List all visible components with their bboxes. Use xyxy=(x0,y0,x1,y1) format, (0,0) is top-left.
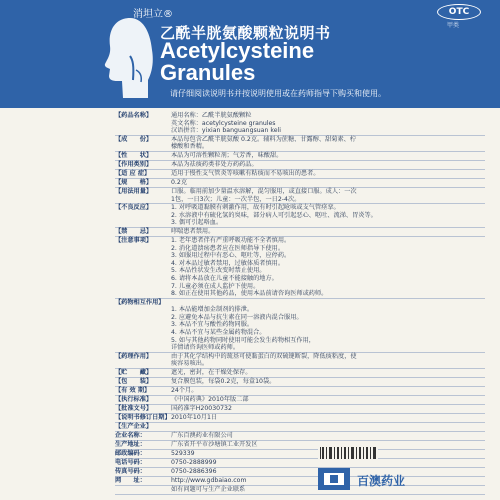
english-title xyxy=(160,40,314,84)
insert-row-line: 痰容易咳出。 xyxy=(171,360,209,368)
insert-row-value xyxy=(171,152,485,160)
insert-row-label: 企业名称： xyxy=(115,432,146,440)
insert-row-line: 遮光，密封，在干燥处保存。 xyxy=(171,369,252,377)
insert-row-value xyxy=(171,353,485,368)
insert-row-line: 复合膜包装，每袋0.2克，每盒10袋。 xyxy=(171,378,276,386)
insert-row-label: 【药品名称】 xyxy=(115,112,153,119)
insert-row xyxy=(115,378,485,387)
insert-row-value xyxy=(171,432,485,440)
insert-row-line: 2. 水溶液中有硫化氢的臭味，部分病人可引起恶心、呕吐、流涕、胃炎等。 xyxy=(171,211,377,219)
header-band xyxy=(0,0,500,108)
insert-row-line: 24个月。 xyxy=(171,387,198,395)
insert-row-line: 通用名称：乙酰半胱氨酸颗粒 xyxy=(171,112,252,119)
insert-row-value xyxy=(171,387,485,395)
insert-row xyxy=(115,450,485,459)
insert-row-line: 3. 如服用过程中有恶心、呕吐等，应停药。 xyxy=(171,252,291,260)
insert-row-label: 【批准文号】 xyxy=(115,405,153,413)
insert-row-value xyxy=(171,369,485,377)
insert-row xyxy=(115,441,485,450)
insert-row-value xyxy=(171,170,485,178)
insert-row-value xyxy=(171,396,485,404)
english-title-line2: Granules xyxy=(160,60,256,85)
insert-row xyxy=(115,228,485,237)
insert-row-label: 【有 效 期】 xyxy=(115,387,151,395)
insert-row-line: 汉语拼音：yixian banguangsuan keli xyxy=(171,127,281,135)
brand-name: 消坦立® xyxy=(133,9,173,20)
insert-row-value xyxy=(171,188,485,203)
insert-row xyxy=(115,136,485,152)
insert-row-line: 本品每包含乙酰半胱氨酸 0.2克。辅料为蔗糖、甘露醇、甜菊素、柠 xyxy=(171,135,357,143)
insert-row-value xyxy=(171,136,485,151)
insert-row xyxy=(115,170,485,179)
insert-row-label: 生产地址： xyxy=(115,441,146,449)
insert-row-label: 【禁 忌】 xyxy=(115,227,153,235)
insert-row-value xyxy=(171,228,485,236)
insert-row xyxy=(115,396,485,405)
insert-row-line: 3. 偶可引起咯血。 xyxy=(171,219,223,227)
insert-row xyxy=(115,459,485,468)
insert-row-line: 5. 本品性状发生改变时禁止使用。 xyxy=(171,267,266,275)
chinese-title: 乙酰半胱氨酸颗粒说明书 xyxy=(160,24,331,42)
insert-row-value xyxy=(171,204,485,227)
insert-row-line: 本品为可溶性颗粒剂；气芳香，味酸甜。 xyxy=(171,151,283,159)
insert-row xyxy=(115,423,485,432)
usage-warning: 请仔细阅读说明书并按说明使用或在药师指导下购买和使用。 xyxy=(170,89,386,98)
barcode-image xyxy=(318,446,378,460)
insert-row-label: 【不良反应】 xyxy=(115,204,153,212)
insert-row-label: 【注意事项】 xyxy=(115,236,153,244)
insert-row xyxy=(115,188,485,204)
insert-row-line: 广东百澳药业有限公司 xyxy=(171,432,233,440)
insert-row xyxy=(115,353,485,369)
insert-row-value xyxy=(171,237,485,298)
head-profile-icon xyxy=(100,10,155,105)
insert-row-line: 2. 消化道溃疡患者应在医师指导下使用。 xyxy=(171,244,285,252)
insert-row-line: 4. 对本品过敏者禁用，过敏体质者慎用。 xyxy=(171,259,285,267)
insert-row-label: 【执行标准】 xyxy=(115,396,153,404)
insert-row-line: http://www.gdbaiao.com xyxy=(171,477,247,485)
insert-row-line: 3. 本品不宜与酸性药物同服。 xyxy=(171,321,254,329)
insert-row-label: 【贮 藏】 xyxy=(115,369,153,377)
insert-row-line: 529339 xyxy=(171,450,195,458)
insert-row-line: 详情请咨询医师或药师。 xyxy=(171,344,240,352)
insert-row xyxy=(115,405,485,414)
insert-row xyxy=(115,299,485,353)
insert-row-value xyxy=(171,423,485,431)
company-logo-text: 百澳药业 xyxy=(357,474,406,488)
insert-row xyxy=(115,432,485,441)
insert-row-line: 0750-2888999 xyxy=(171,459,217,467)
insert-row-label: 【适 应 症】 xyxy=(115,169,151,177)
insert-body xyxy=(115,112,485,495)
insert-row-label: 【药物相互作用】 xyxy=(115,298,165,306)
insert-row-value xyxy=(171,405,485,413)
insert-row-line: 4. 本品不宜与某些金属药物混合。 xyxy=(171,329,266,337)
insert-row-label: 邮政编码： xyxy=(115,450,146,458)
insert-row-line: 如有问题可与生产企业联系 xyxy=(171,486,246,494)
insert-row-line: 1. 对呼吸道黏膜有刺激作用，故有时引起呛咳或支气管痉挛。 xyxy=(171,204,340,212)
insert-row-line: 国药准字H20030732 xyxy=(171,405,232,413)
insert-row-label: 【规 格】 xyxy=(115,178,153,186)
insert-row-label: 【药理作用】 xyxy=(115,352,153,360)
insert-row-label: 【包 装】 xyxy=(115,378,153,386)
insert-row-line: 英文名称：acetylcysteine granules xyxy=(171,119,276,127)
insert-row-line: 1. 本品能增加金制剂的排泄。 xyxy=(171,306,254,314)
insert-row-label: 【生产企业】 xyxy=(115,423,153,431)
insert-row-value xyxy=(171,112,485,135)
insert-row xyxy=(115,468,485,477)
insert-row-line: 2010年10月1日 xyxy=(171,414,218,422)
insert-row-label: 【说明书修订日期】 xyxy=(115,414,171,422)
insert-row-line: 口服。临用前加少量温水溶解，混匀服用，或直接口服。成人：一次 xyxy=(171,187,357,195)
insert-row-line: 1包，一日3次；儿童：一次半包，一日2-4次。 xyxy=(171,195,301,203)
insert-row-label: 电话号码： xyxy=(115,459,146,467)
insert-row-value xyxy=(171,299,485,352)
insert-row-line: 2. 应避免本品与抗生素在同一溶液内混合服用。 xyxy=(171,313,303,321)
insert-row-value xyxy=(171,179,485,187)
insert-row-line: 《中国药典》2010年版二部 xyxy=(171,396,249,404)
insert-row-line: 适用于慢性支气管炎等咳嗽有粘痰而不易咳出的患者。 xyxy=(171,169,320,177)
insert-row-line xyxy=(171,423,485,431)
insert-row xyxy=(115,486,485,495)
insert-row xyxy=(115,152,485,161)
insert-row-line: 哮喘患者禁用。 xyxy=(171,227,215,235)
insert-row xyxy=(115,477,485,486)
insert-row-line: 本品为祛痰药类非处方药药品。 xyxy=(171,160,258,168)
insert-row-value xyxy=(171,378,485,386)
insert-row-line: 1. 老年患者伴有严重呼吸功能不全者慎用。 xyxy=(171,236,291,244)
insert-row-line: 8. 如正在使用其他药品，使用本品前请咨询医师或药师。 xyxy=(171,290,328,298)
insert-row-value xyxy=(171,161,485,169)
insert-row-line: 6. 请将本品放在儿童不能接触的地方。 xyxy=(171,274,278,282)
company-logo-icon xyxy=(316,466,352,492)
insert-row-line: 檬酸和香精。 xyxy=(171,143,209,151)
insert-row xyxy=(115,237,485,299)
insert-row-line: 0750-2886396 xyxy=(171,468,217,476)
insert-row-label: 【成 份】 xyxy=(115,135,153,143)
english-title-line1: Acetylcysteine xyxy=(160,38,315,63)
otc-badge: OTC xyxy=(437,4,481,20)
insert-row-line: 由于其化学结构中的巯基可使黏蛋白的双硫键断裂，降低痰粘度，使 xyxy=(171,352,357,360)
insert-row-value xyxy=(171,414,485,422)
insert-row xyxy=(115,387,485,396)
insert-row-label: 【用法用量】 xyxy=(115,187,153,195)
insert-row-label: 【作用类别】 xyxy=(115,160,153,168)
insert-row xyxy=(115,161,485,170)
insert-row-line: 广东省开平市沙塘镇工业开发区 xyxy=(171,441,258,449)
otc-class-label: 甲类 xyxy=(447,22,460,29)
insert-row xyxy=(115,414,485,423)
insert-row-line: 5. 如与其他药物同时使用可能会发生药物相互作用， xyxy=(171,336,315,344)
insert-row-label: 网 址： xyxy=(115,477,146,485)
insert-row xyxy=(115,369,485,378)
insert-row-line: 0.2克 xyxy=(171,178,188,186)
insert-row xyxy=(115,112,485,136)
insert-row xyxy=(115,204,485,228)
insert-row-label: 【性 状】 xyxy=(115,151,153,159)
insert-row-line: 7. 儿童必须在成人监护下使用。 xyxy=(171,282,260,290)
insert-row-label: 传真号码： xyxy=(115,468,146,476)
insert-row xyxy=(115,179,485,188)
